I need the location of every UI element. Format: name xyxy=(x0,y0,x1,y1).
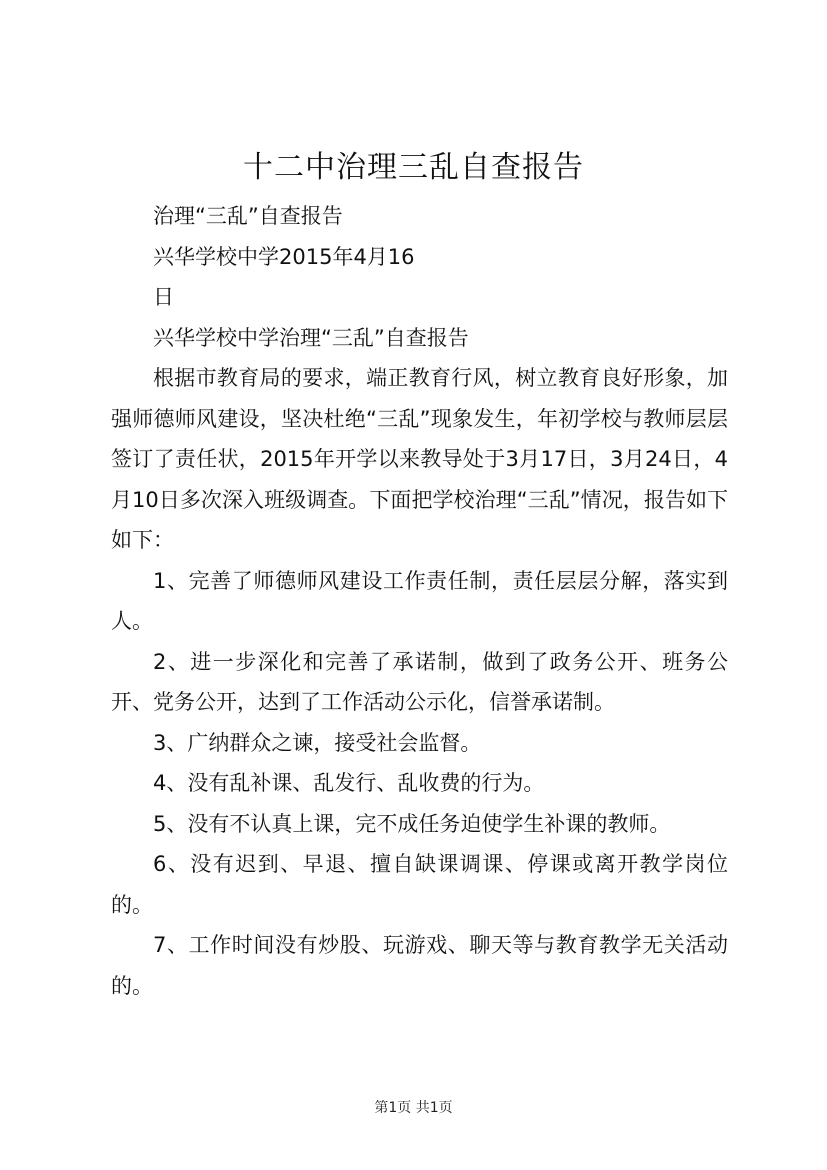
list-item: 2、进一步深化和完善了承诺制，做到了政务公开、班务公开、党务公开，达到了工作活动公示化，信誉承诺制。 xyxy=(111,649,728,714)
intro-paragraph: 根据市教育局的要求，端正教育行风，树立教育良好形象，加强师德师风建设，坚决杜绝“三乱”现象发生，年初学校与教师层层签订了责任状，2015年开学以来教导处于3月17日，3月24日，4月10日多次深入班级调查。下面把学校治理“三乱”情况，报告如下如下： xyxy=(111,366,728,552)
page-title: 十二中治理三乱自查报告 xyxy=(243,150,584,185)
list-item: 6、没有迟到、早退、擅自缺课调课、停课或离开教学岗位的。 xyxy=(111,852,728,917)
list-item: 1、完善了师德师风建设工作责任制，责任层层分解，落实到人。 xyxy=(111,568,728,633)
school-date-line-continued: 日 xyxy=(153,285,174,309)
list-item: 4、没有乱补课、乱发行、乱收费的行为。 xyxy=(153,771,545,795)
school-date-line: 兴华学校中学2015年4月16 xyxy=(153,244,415,269)
report-heading: 兴华学校中学治理“三乱”自查报告 xyxy=(153,325,469,350)
list-item: 5、没有不认真上课，完不成任务迫使学生补课的教师。 xyxy=(153,811,671,836)
list-item: 3、广纳群众之谏，接受社会监督。 xyxy=(153,730,482,755)
document-body xyxy=(111,196,728,1006)
subtitle: 治理“三乱”自查报告 xyxy=(153,204,343,228)
list-item: 7、工作时间没有炒股、玩游戏、聊天等与教育教学无关活动的。 xyxy=(111,933,728,998)
page-footer: 第1页 共1页 xyxy=(374,1100,453,1116)
